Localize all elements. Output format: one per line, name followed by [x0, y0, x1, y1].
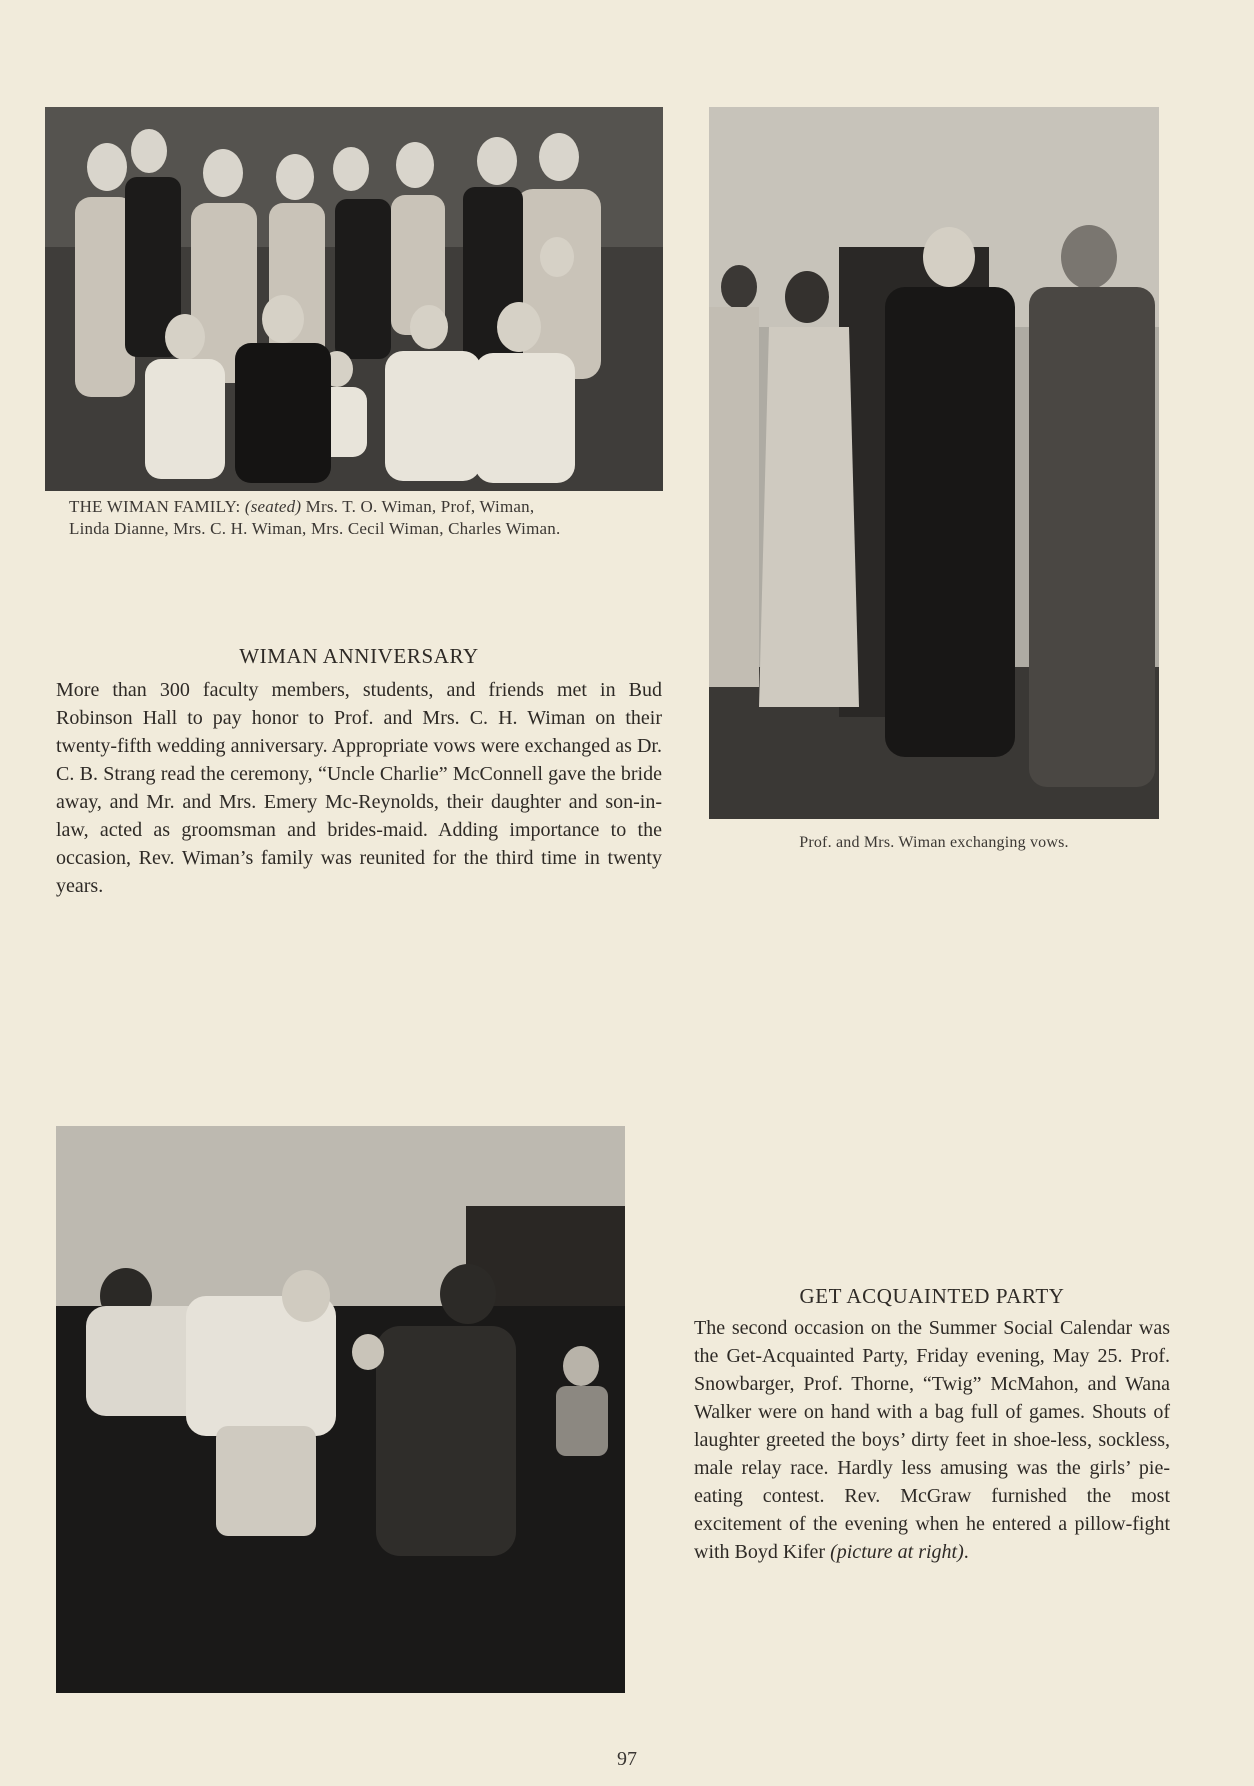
- family-caption-line-1: [69, 496, 669, 518]
- family-caption-names-1: Mrs. T. O. Wiman, Prof, Wiman,: [305, 497, 535, 516]
- anniversary-body: More than 300 faculty members, students, and friends met in Bud Robinson Hall to pay honor to Prof. and Mrs. C. H. Wiman on their twenty-fifth wedding anniversary. Appropriate vows were exchanged as Dr. C. B. Strang read the ceremony, “Uncle Charlie” McConnell gave the bride away, and Mr. and Mrs. Emery Mc-Reynolds, their daughter and son-in-law, acted as groomsman and brides-maid. Adding importance to the occasion, Rev. Wiman’s family was reunited for the third time in twenty years.: [56, 679, 662, 897]
- page-number: 97: [617, 1748, 637, 1770]
- pillow-fight-photo: [56, 1126, 625, 1693]
- family-caption-prefix: THE WIMAN FAMILY:: [69, 497, 241, 516]
- anniversary-heading: WIMAN ANNIVERSARY: [239, 644, 479, 668]
- party-body-end: .: [963, 1541, 969, 1563]
- family-caption-seated: (seated): [244, 497, 302, 516]
- family-caption-line-2: Linda Dianne, Mrs. C. H. Wiman, Mrs. Cecil Wiman, Charles Wiman.: [69, 519, 561, 538]
- family-photo-caption: [69, 496, 669, 540]
- party-heading: GET ACQUAINTED PARTY: [799, 1284, 1065, 1308]
- party-body-text: The second occasion on the Summer Social Calendar was the Get-Acquainted Party, Friday evening, May 25. Prof. Snowbarger, Prof. Thorne, “Twig” McMahon, and Wana Walker were on hand with a bag full of games. Shouts of laughter greeted the boys’ dirty feet in shoe-less, sockless, male relay race. Hardly less amusing was the girls’ pie-eating contest. Rev. McGraw furnished the most excitement of the evening when he entered a pillow-fight with Boyd Kifer: [694, 1317, 1170, 1563]
- party-body: [694, 1314, 1170, 1566]
- vows-photo-caption: Prof. and Mrs. Wiman exchanging vows.: [799, 834, 1069, 851]
- wiman-vows-photo: [709, 107, 1159, 819]
- party-body-italic: (picture at right): [830, 1541, 964, 1563]
- wiman-family-photo: [45, 107, 663, 491]
